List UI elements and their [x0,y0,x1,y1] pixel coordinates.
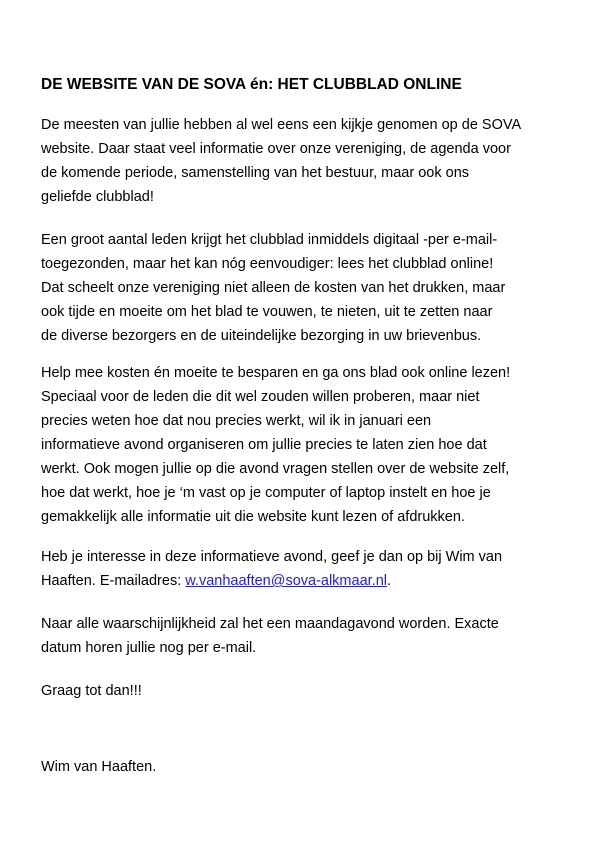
text-line: Naar alle waarschijnlijkheid zal het een maandagavond worden. Exacte [41,616,499,632]
signature: Wim van Haaften. [41,759,157,775]
text-line: precies weten hoe dat nou precies werkt, wil ik in januari een [41,413,432,429]
punctuation: . [386,573,392,589]
paragraph-intro [41,113,521,209]
text-line: Speciaal voor de leden die dit wel zouden willen proberen, maar niet [41,389,480,405]
text-line: Dat scheelt onze vereniging niet alleen de kosten van het drukken, maar [41,280,506,296]
paragraph-date [41,612,499,660]
text-line: Help mee kosten én moeite te besparen en ga ons blad ook online lezen! [41,365,511,381]
paragraph-digital [41,228,505,348]
text-line: Heb je interesse in deze informatieve avond, geef je dan op bij Wim van [41,549,503,565]
text-line: datum horen jullie nog per e-mail. [41,640,257,656]
text-line: website. Daar staat veel informatie over onze vereniging, de agenda voor [41,141,511,157]
text-line: informatieve avond organiseren om jullie precies te laten zien hoe dat [41,437,487,453]
text-line: ook tijde en moeite om het blad te vouwen, te nieten, uit te zetten naar [41,304,493,320]
text-line: De meesten van jullie hebben al wel eens een kijkje genomen op de SOVA [41,117,522,133]
closing-text: Graag tot dan!!! [41,683,142,699]
paragraph-evening [41,361,510,529]
text-line [41,569,502,593]
email-label: Haaften. E-mailadres: [41,573,186,589]
text-line: Een groot aantal leden krijgt het clubblad inmiddels digitaal -per e-mail- [41,232,498,248]
text-line: toegezonden, maar het kan nóg eenvoudiger: lees het clubblad online! [41,256,494,272]
paragraph-signup [41,545,502,593]
text-line: geliefde clubblad! [41,189,154,205]
page-title: DE WEBSITE VAN DE SOVA én: HET CLUBBLAD ONLINE [41,76,462,93]
text-line: de komende periode, samenstelling van het bestuur, maar ook ons [41,165,470,181]
text-line: de diverse bezorgers en de uiteindelijke bezorging in uw brievenbus. [41,328,482,344]
text-line: gemakkelijk alle informatie uit die website kunt lezen of afdrukken. [41,509,465,525]
text-line: hoe dat werkt, hoe je ‘m vast op je computer of laptop instelt en hoe je [41,485,491,501]
text-line: werkt. Ook mogen jullie op die avond vragen stellen over de website zelf, [41,461,510,477]
email-link[interactable]: w.vanhaaften@sova-alkmaar.nl [185,573,387,589]
